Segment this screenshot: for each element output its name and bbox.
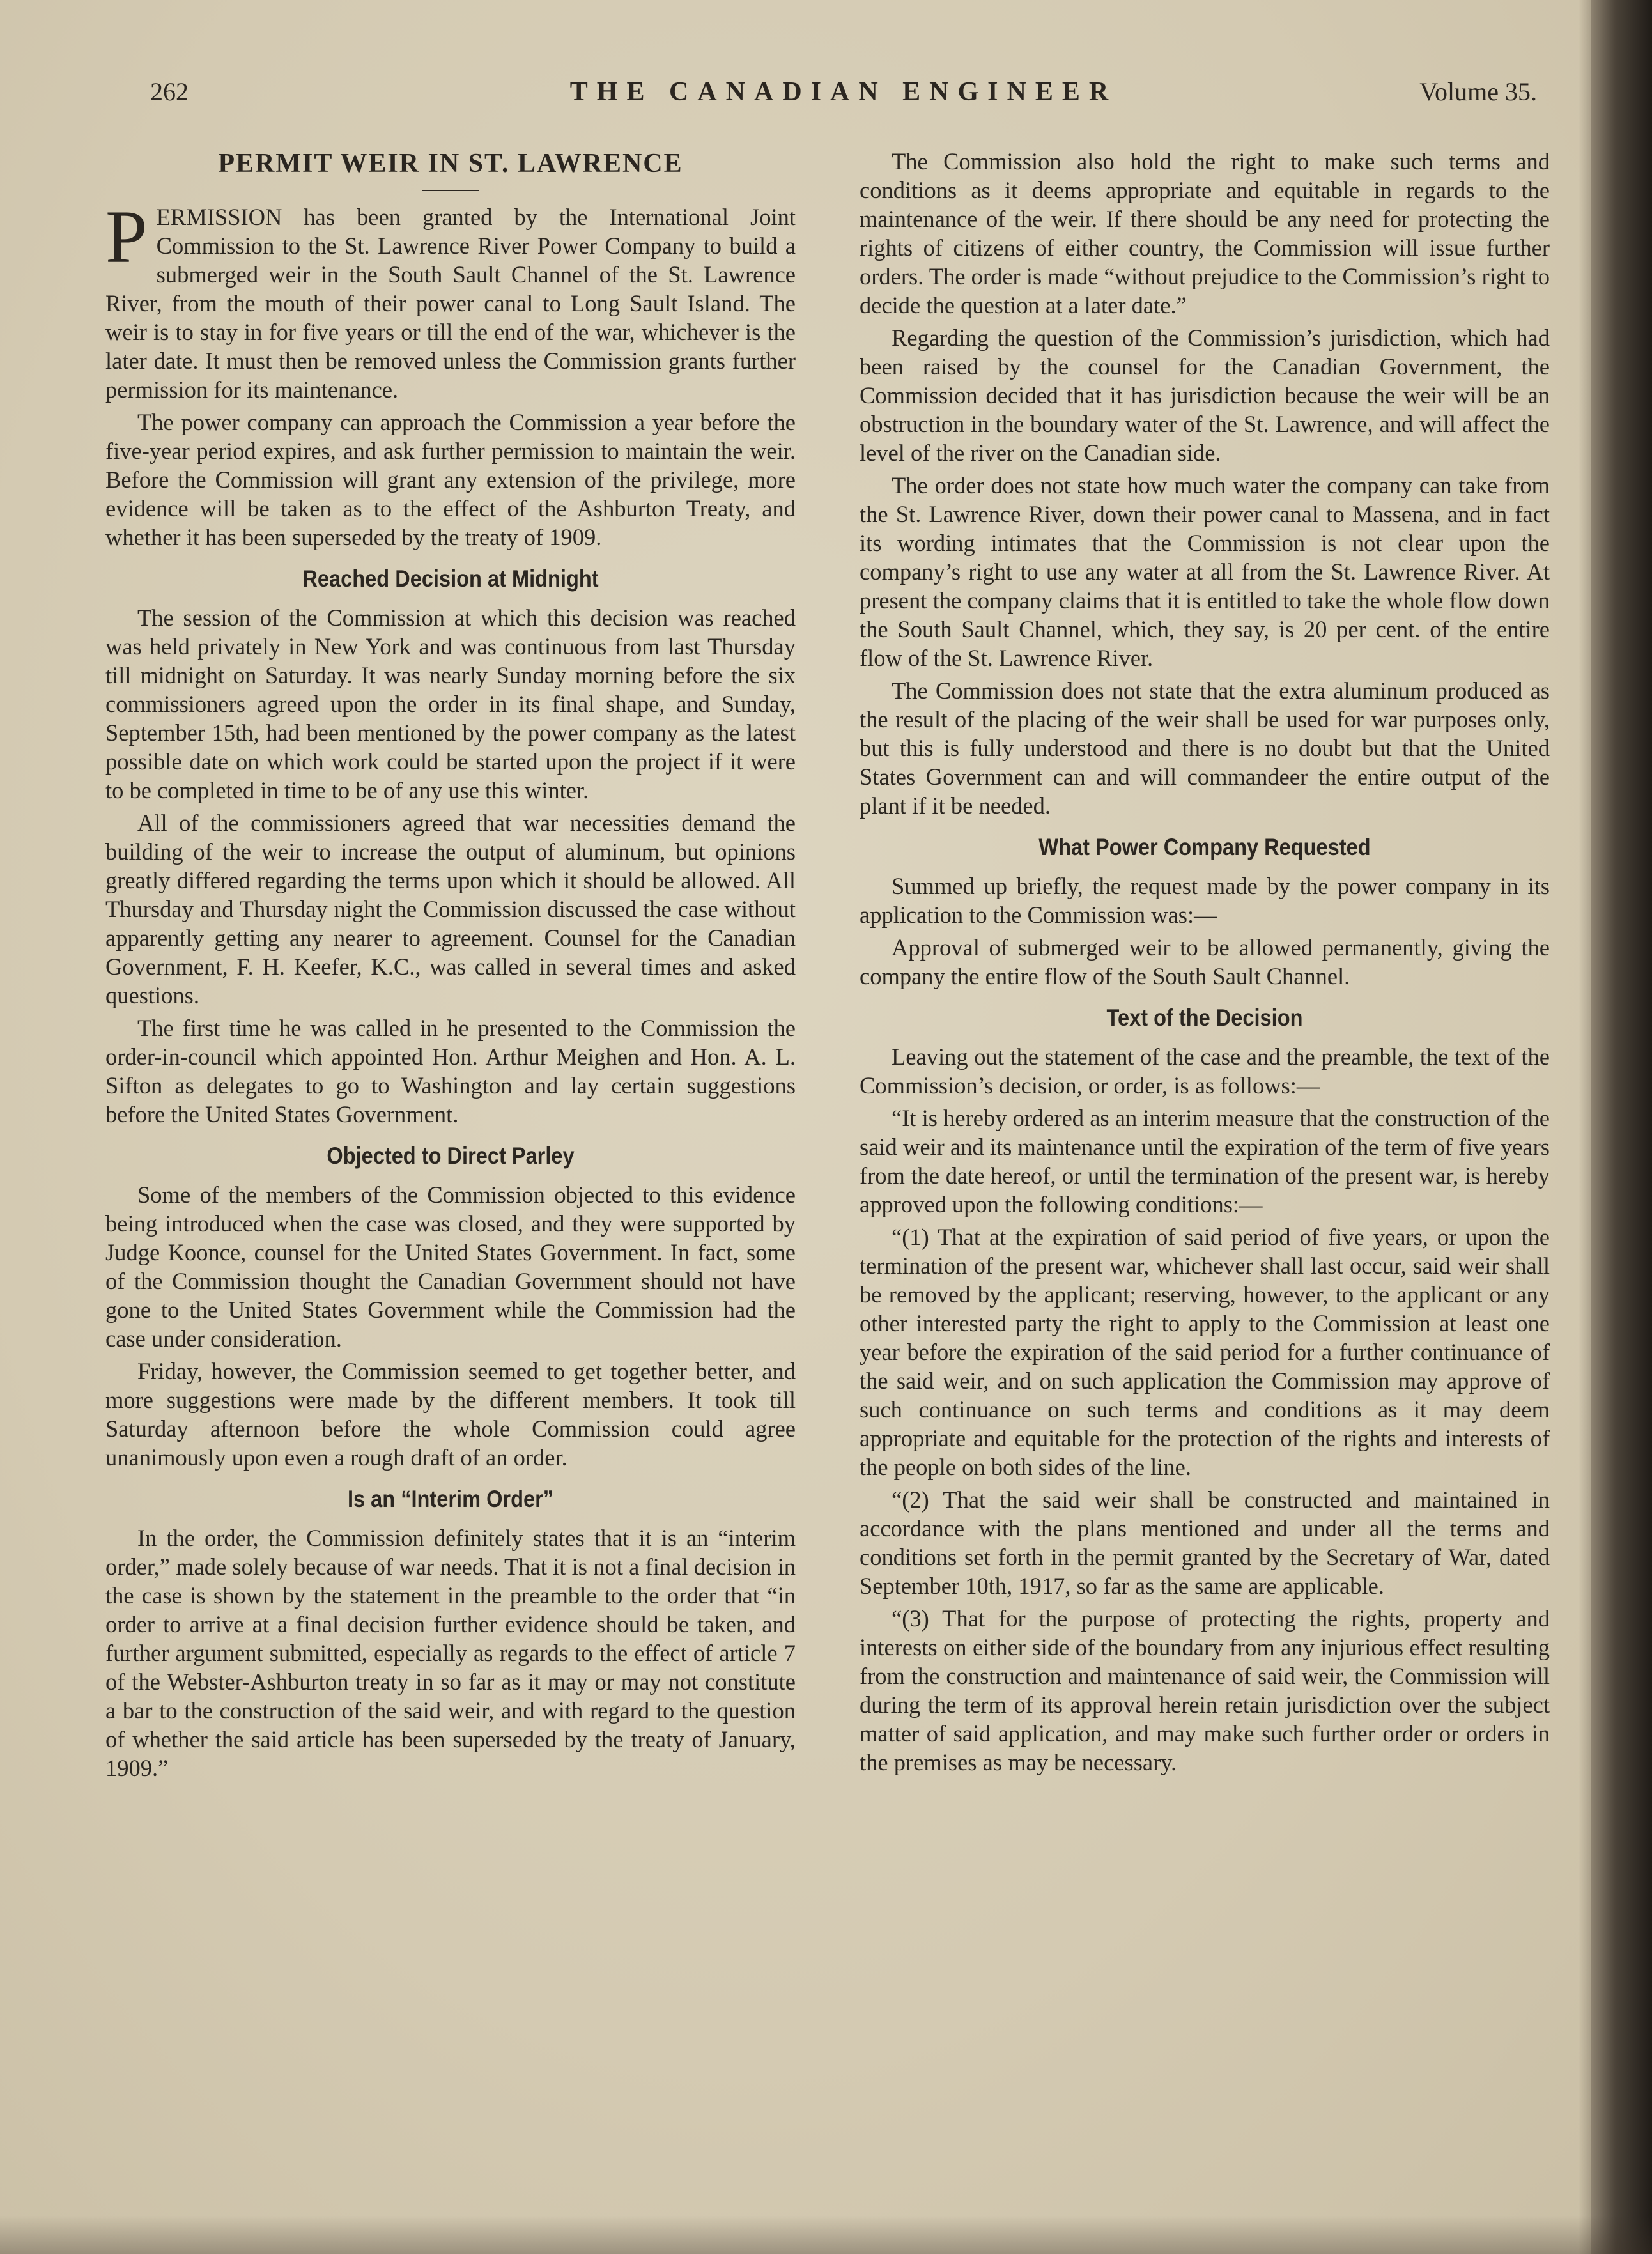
section-heading: Reached Decision at Midnight [302,566,599,592]
left-column [105,147,796,1786]
paragraph: Some of the members of the Commission objected to this evidence being introduced when the case was closed, and they were supported by Judge Koonce, counsel for the United States Government. In fact, some of the Commission thought the Canadian Government should not have gone to the United States Government while the Commission had the case under consideration. [105,1182,796,1352]
binding-edge [1591,0,1652,2254]
running-head [150,77,1537,115]
article-title: PERMIT WEIR IN ST. LAWRENCE [218,149,683,178]
publication-title: THE CANADIAN ENGINEER [569,77,1118,107]
section-heading: Text of the Decision [1106,1005,1303,1031]
paragraph: Regarding the question of the Commission’s jurisdiction, which had been raised by the counsel for the Canadian Government, the Commission decided that it has jurisdiction because the weir will be an obstruction in the boundary water of the St. Lawrence, and will affect the level of the river on the Canadian side. [860,325,1550,466]
paragraph: The session of the Commission at which this decision was reached was held privately in New York and was continuous from last Thursday till midnight on Saturday. It was nearly Sunday morning before the six commissioners agreed upon the order in its final shape, and Sunday, September 15th, had been mentioned by the power company as the latest possible date on which work could be started upon the project if it were to be completed in time to be of any use this winter. [105,605,796,803]
page-number: 262 [150,77,189,106]
paragraph: “It is hereby ordered as an interim measure that the construction of the said weir and its maintenance until the expiration of the term of five years from the date hereof, or until the termination of the present war, is hereby approved upon the following conditions:— [860,1105,1550,1217]
section-heading: Is an “Interim Order” [347,1486,554,1512]
paragraph: The order does not state how much water the company can take from the St. Lawrence River, down their power canal to Massena, and in fact its wording intimates that the Commission is not clear upon the company’s right to use any water at all from the St. Lawrence River. At present the company claims that it is entitled to take the whole flow down the South Sault Channel, which, they say, is 20 per cent. of the entire flow of the St. Lawrence River. [860,472,1550,671]
section-heading: Objected to Direct Parley [327,1143,575,1169]
paragraph: “(2) That the said weir shall be constructed and maintained in accordance with the plans mentioned and under all the terms and conditions set forth in the permit granted by the Secretary of War, dated September 10th, 1917, so far as the same are applicable. [860,1486,1550,1599]
paragraph: “(3) That for the purpose of protecting the rights, property and interests on either side of the boundary from any injurious effect resulting from the construction and maintenance of said weir, the Commission will during the term of its approval herein retain jurisdiction over the subject matter of said application, and may make such further order or orders in the premises as may be necessary. [860,1605,1550,1775]
paragraph-text: ERMISSION has been granted by the International Joint Commission to the St. Lawrence River Power Company to build a submerged weir in the South Sault Channel of the St. Lawrence River, from the mouth of their power canal to Long Sault Island. The weir is to stay in for five years or till the end of the war, whichever is the later date. It must then be removed unless the Commission grants further permission for its maintenance. [105,204,796,403]
paragraph: In the order, the Commission definitely states that it is an “interim order,” made solely because of war needs. That it is not a final decision in the case is shown by the statement in the preamble to the order that “in order to arrive at a final decision further evidence should be taken, and further argument submitted, especially as regards to the effect of article 7 of the Webster-Ashburton treaty in so far as it may or may not constitute a bar to the construction of the said weir, and with regard to the question of whether the said article has been superseded by the treaty of January, 1909.” [105,1525,796,1781]
paragraph: The first time he was called in he presented to the Commission the order-in-council which appointed Hon. Arthur Meighen and Hon. A. L. Sifton as delegates to go to Washington and lay certain suggestions before the United States Government. [105,1015,796,1127]
paragraph: Friday, however, the Commission seemed to get together better, and more suggestions were made by the different members. It took till Saturday afternoon before the whole Commission could agree unanimously upon even a rough draft of an order. [105,1358,796,1471]
page-fold-shadow [1579,0,1591,2254]
right-column [860,147,1550,1780]
drop-cap: P [105,195,148,279]
paragraph: The Commission does not state that the extra aluminum produced as the result of the placing of the weir shall be used for war purposes only, but this is fully understood and there is no doubt but that the United States Government can and will commandeer the entire output of the plant if it be needed. [860,677,1550,819]
section-heading: What Power Company Requested [1038,834,1371,860]
volume-label: Volume 35. [1419,77,1537,106]
paragraph: The power company can approach the Commission a year before the five-year period expires, and ask further permission to maintain the weir. Before the Commission will grant any extension of the privilege, more evidence will be taken as to the effect of the Ashburton Treaty, and whether it has been superseded by the treaty of 1909. [105,409,796,550]
paragraph: All of the commissioners agreed that war necessities demand the building of the weir to increase the output of aluminum, but opinions greatly differed regarding the terms upon which it should be allowed. All Thursday and Thursday night the Commission discussed the case without apparently getting any nearer to agreement. Counsel for the Canadian Government, F. H. Keefer, K.C., was called in several times and asked questions. [105,810,796,1008]
paragraph: Leaving out the statement of the case and the preamble, the text of the Commission’s decision, or order, is as follows:— [860,1044,1550,1099]
paragraph [105,195,796,404]
paragraph: The Commission also hold the right to make such terms and conditions as it deems appropriate and equitable in regards to the maintenance of the weir. If there should be any need for protecting the rights of citizens of either country, the Commission will issue further orders. The order is made “without prejudice to the Commission’s right to decide the question at a later date.” [860,148,1550,318]
bottom-shadow [0,2216,1652,2254]
paragraph: Approval of submerged weir to be allowed permanently, giving the company the entire flow of the South Sault Channel. [860,934,1550,989]
title-rule [422,190,479,191]
paragraph: “(1) That at the expiration of said period of five years, or upon the termination of the present war, whichever shall last occur, said weir shall be removed by the applicant; reserving, however, to the applicant or any other interested party the right to apply to the Commission at least one year before the expiration of the said period for a further continuance of the said weir, and on such application the Commission may approve of such continuance on such terms and conditions as it may deem appropriate and equitable for the protection of the rights and interests of the people on both sides of the line. [860,1224,1550,1480]
paragraph: Summed up briefly, the request made by the power company in its application to the Commission was:— [860,873,1550,928]
